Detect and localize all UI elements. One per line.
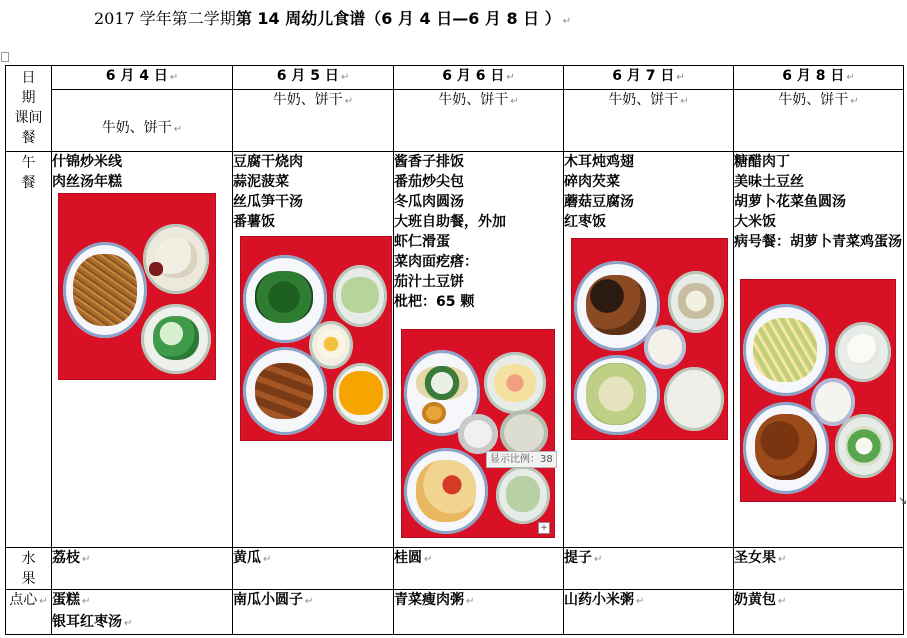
paragraph-mark-icon: ↵ — [846, 72, 855, 83]
paragraph-mark-icon: ↵ — [82, 554, 91, 565]
fruit-text: 荔枝 — [52, 550, 80, 566]
date-cell — [564, 66, 734, 90]
date-text: 6 月 5 日 — [276, 68, 339, 84]
paragraph-mark-icon: ↵ — [562, 16, 572, 27]
paragraph-mark-icon: ↵ — [424, 554, 433, 565]
dish: 什锦炒米线 — [52, 154, 122, 170]
snack-text: 牛奶、饼干 — [608, 92, 679, 108]
shrimp-egg — [494, 364, 536, 402]
tomato-cabbage — [416, 460, 476, 522]
paragraph-mark-icon: ↵ — [305, 596, 314, 607]
dish: 枇杷：65 颗 — [394, 294, 475, 310]
paragraph-mark-icon: ↵ — [263, 554, 272, 565]
paragraph-mark-icon: ↵ — [506, 72, 515, 83]
fruit-text: 黄瓜 — [233, 550, 261, 566]
zoom-ratio-badge: 显示比例：38 — [486, 451, 557, 468]
dish: 蘑菇豆腐汤 — [564, 194, 634, 210]
dish: 病号餐：胡萝卜青菜鸡蛋汤 — [734, 234, 902, 250]
paragraph-mark-icon: ↵ — [340, 72, 350, 83]
fruit-text: 提子 — [564, 550, 592, 566]
dessert-cell — [394, 590, 564, 635]
paragraph-mark-icon: ↵ — [636, 596, 645, 607]
spare-ribs — [416, 366, 468, 400]
shredded-potato — [753, 318, 817, 382]
fruit-cell — [233, 548, 394, 590]
dish: 菜肉面疙瘩： — [394, 254, 478, 270]
date-text: 6 月 6 日 — [442, 68, 505, 84]
dish: 肉丝汤年糕 — [52, 174, 122, 190]
dessert-item — [52, 590, 232, 612]
date-cell — [52, 66, 233, 90]
dish: 蒜泥菠菜 — [233, 174, 289, 190]
dish: 丝瓜笋干汤 — [233, 194, 303, 210]
paragraph-mark-icon: ↵ — [676, 72, 685, 83]
snack-cell — [394, 90, 564, 152]
dish: 豆腐干烧肉 — [233, 154, 303, 170]
paragraph-mark-icon: ↵ — [850, 96, 859, 107]
paragraph-mark-icon: ↵ — [594, 554, 603, 565]
snack-text: 牛奶、饼干 — [438, 92, 509, 108]
snack-cell — [564, 90, 734, 152]
meatball-soup — [506, 476, 540, 512]
snack-cell — [233, 90, 394, 152]
date — [149, 262, 163, 276]
tofu-pork — [255, 363, 313, 419]
snack-text: 牛奶、饼干 — [101, 120, 172, 136]
dish: 冬瓜肉圆汤 — [394, 194, 464, 210]
label-period: 期 — [21, 90, 36, 106]
dessert-item — [52, 612, 232, 634]
dessert-text: 南瓜小圆子 — [233, 592, 303, 608]
chicken-wings — [586, 275, 646, 335]
lunch-label-cell — [6, 152, 52, 548]
noodle-soup — [500, 410, 548, 456]
dessert-cell — [233, 590, 394, 635]
dessert-label-cell — [6, 590, 52, 635]
fruit-label-cell — [6, 548, 52, 590]
title-prefix: 2017 学年第二学期 — [94, 9, 236, 28]
date-cell — [394, 66, 564, 90]
dish: 糖醋肉丁 — [734, 154, 790, 170]
meal-photo-jun7[interactable] — [571, 238, 728, 440]
expand-icon[interactable]: + — [538, 522, 550, 534]
date-snack-label-cell — [6, 66, 52, 152]
resize-handle-icon[interactable]: ↘ — [898, 494, 907, 507]
paragraph-mark-icon: ↵ — [466, 596, 475, 607]
paragraph-mark-icon: ↵ — [169, 72, 179, 83]
label-dessert: 点心 — [9, 592, 38, 608]
paragraph-mark-icon: ↵ — [82, 596, 91, 607]
mushroom-soup — [678, 283, 714, 319]
paragraph-mark-icon: ↵ — [124, 618, 133, 629]
snack-cell — [52, 90, 233, 152]
date-cell — [734, 66, 904, 90]
table-anchor-icon — [1, 52, 9, 62]
dessert-cell — [52, 590, 233, 635]
dessert-text: 奶黄包 — [734, 592, 776, 608]
bok-choy — [153, 316, 199, 360]
dish: 胡萝卜花菜鱼圆汤 — [734, 194, 846, 210]
label-fruit-2: 果 — [21, 571, 36, 587]
title-main: 第 14 周幼儿食谱（6 月 4 日—6 月 8 日 ） — [235, 9, 561, 28]
date-text: 6 月 8 日 — [782, 68, 845, 84]
dish: 酱香子排饭 — [394, 154, 464, 170]
fruit-cell — [394, 548, 564, 590]
paragraph-mark-icon: ↵ — [680, 96, 689, 107]
snack-text: 牛奶、饼干 — [778, 92, 849, 108]
paragraph-mark-icon: ↵ — [39, 596, 48, 607]
dish: 番薯饭 — [233, 214, 275, 230]
noodles — [73, 254, 137, 326]
custard-bun — [847, 334, 879, 366]
sweet-sour-pork — [755, 414, 817, 480]
pumpkin-soup — [339, 371, 383, 415]
paragraph-mark-icon: ↵ — [778, 596, 787, 607]
label-lunch-1: 午 — [21, 155, 36, 171]
dessert-text: 银耳红枣汤 — [52, 614, 122, 630]
meal-photo-jun5[interactable] — [240, 236, 392, 441]
dish: 番茄炒尖包 — [394, 174, 464, 190]
dessert-cell — [734, 590, 904, 635]
fishball-soup — [845, 426, 883, 466]
date-text: 6 月 4 日 — [105, 68, 168, 84]
sweet-potato-rice — [317, 329, 345, 359]
dessert-text: 蛋糕 — [52, 592, 80, 608]
dish: 美味土豆丝 — [734, 174, 804, 190]
snack-cell — [734, 90, 904, 152]
minced-meat-vegetable — [586, 363, 646, 425]
dish: 碎肉芡菜 — [564, 174, 620, 190]
label-snack-2: 餐 — [21, 130, 36, 146]
dessert-text: 山药小米粥 — [564, 592, 634, 608]
page-title — [94, 6, 894, 35]
meal-photo-jun4[interactable] — [58, 193, 216, 380]
paragraph-mark-icon: ↵ — [173, 124, 183, 135]
date-cell — [233, 66, 394, 90]
dish: 大班自助餐，外加 — [394, 214, 506, 230]
dish: 红枣饭 — [564, 214, 606, 230]
date-text: 6 月 7 日 — [612, 68, 675, 84]
loquat-bowl — [458, 414, 498, 454]
meal-photo-jun8[interactable] — [740, 279, 896, 502]
dessert-text: 青菜瘦肉粥 — [394, 592, 464, 608]
label-fruit-1: 水 — [21, 551, 36, 567]
label-snack-1: 课间 — [14, 110, 43, 126]
dish: 木耳炖鸡翅 — [564, 154, 634, 170]
spinach — [255, 271, 313, 323]
meal-photo-jun6[interactable] — [401, 329, 555, 538]
paragraph-mark-icon: ↵ — [344, 96, 354, 107]
dish: 茄汁土豆饼 — [394, 274, 464, 290]
rice-bowl — [644, 325, 686, 369]
fruit-cell — [52, 548, 233, 590]
label-day: 日 — [21, 70, 36, 86]
paragraph-mark-icon: ↵ — [510, 96, 519, 107]
dessert-cell — [564, 590, 734, 635]
label-lunch-2: 餐 — [21, 175, 36, 191]
fruit-text: 圣女果 — [734, 550, 776, 566]
fruit-cell — [564, 548, 734, 590]
dish: 虾仁滑蛋 — [394, 234, 450, 250]
congee-bowl — [664, 367, 724, 431]
fruit-cell — [734, 548, 904, 590]
paragraph-mark-icon: ↵ — [778, 554, 787, 565]
dish: 大米饭 — [734, 214, 776, 230]
snack-text: 牛奶、饼干 — [272, 92, 343, 108]
fruit-text: 桂圆 — [394, 550, 422, 566]
loofah-soup — [341, 277, 379, 313]
potato-cake — [422, 402, 446, 424]
